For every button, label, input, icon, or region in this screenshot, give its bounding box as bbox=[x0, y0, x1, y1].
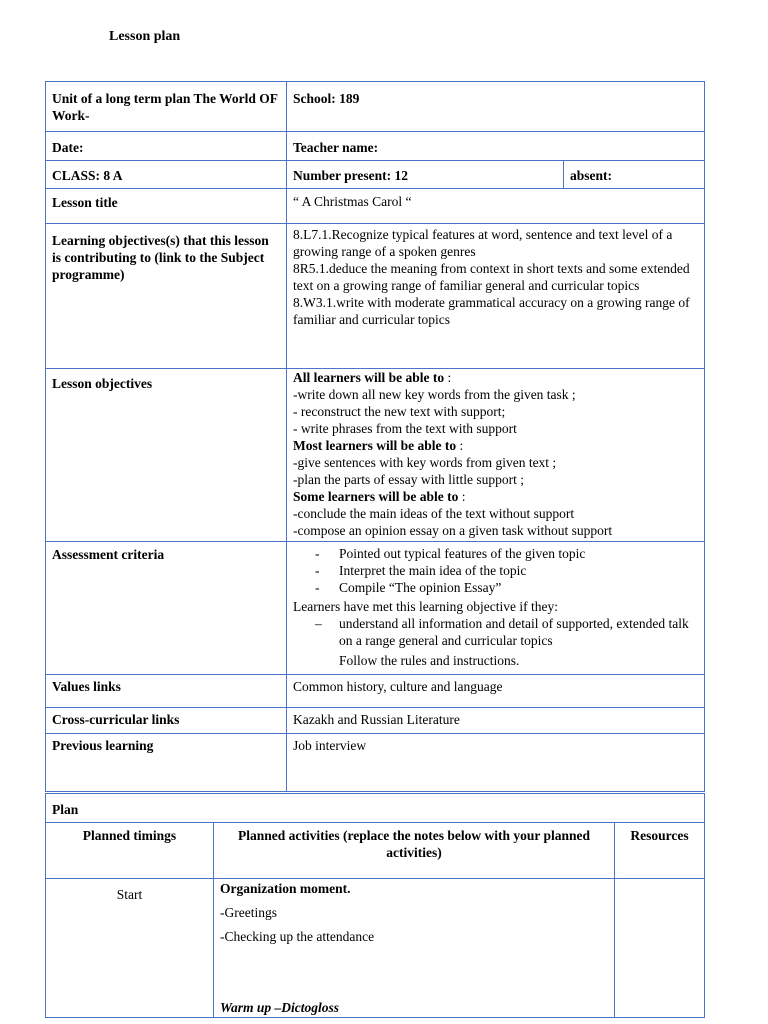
lesson-title-value: “ A Christmas Carol “ bbox=[287, 189, 705, 224]
learning-objective-item: 8.W3.1.write with moderate grammatical accuracy on a growing range of familiar and curricular topics bbox=[293, 295, 690, 327]
number-present: Number present: 12 bbox=[287, 161, 564, 189]
table-row bbox=[46, 542, 705, 675]
list-item: - Compile “The opinion Essay” bbox=[293, 579, 698, 596]
absent-label: absent: bbox=[564, 161, 705, 189]
organization-heading: Organization moment. bbox=[220, 881, 351, 896]
objective-item: -give sentences with key words from given text ; bbox=[293, 455, 557, 470]
table-row bbox=[46, 161, 705, 189]
values-links-label: Values links bbox=[46, 675, 287, 708]
col-timings-header: Planned timings bbox=[46, 823, 214, 879]
met-list bbox=[293, 615, 698, 649]
table-row bbox=[46, 189, 705, 224]
lesson-objectives-label: Lesson objectives bbox=[46, 369, 287, 542]
cross-curricular-label: Cross-curricular links bbox=[46, 708, 287, 734]
assessment-list bbox=[293, 545, 698, 596]
table-row bbox=[46, 224, 705, 369]
learning-objective-item: 8.L7.1.Recognize typical features at word, sentence and text level of a growing range of a spoken genres bbox=[293, 227, 673, 259]
page-title: Lesson plan bbox=[109, 29, 181, 44]
most-learners-heading: Most learners will be able to bbox=[293, 438, 457, 453]
previous-learning-value: Job interview bbox=[287, 734, 705, 792]
some-learners-heading: Some learners will be able to bbox=[293, 489, 459, 504]
colon: : bbox=[456, 438, 464, 453]
table-row bbox=[46, 708, 705, 734]
col-activities-header: Planned activities (replace the notes below with your planned activities) bbox=[214, 823, 615, 879]
table-row bbox=[46, 734, 705, 792]
table-row bbox=[46, 675, 705, 708]
activity-item: -Checking up the attendance bbox=[220, 929, 375, 944]
objective-item: - write phrases from the text with support bbox=[293, 421, 517, 436]
plan-table bbox=[45, 793, 705, 1018]
lesson-info-table bbox=[45, 81, 705, 792]
class-label: CLASS: 8 A bbox=[46, 161, 287, 189]
lesson-objectives-value bbox=[287, 369, 705, 542]
list-item: - Interpret the main idea of the topic bbox=[293, 562, 698, 579]
learning-objectives-value bbox=[287, 224, 705, 369]
previous-learning-label: Previous learning bbox=[46, 734, 287, 792]
objective-item: - reconstruct the new text with support; bbox=[293, 404, 506, 419]
lesson-title-label: Lesson title bbox=[46, 189, 287, 224]
objective-item: -conclude the main ideas of the text without support bbox=[293, 506, 575, 521]
teacher-name-label: Teacher name: bbox=[287, 132, 705, 161]
activity-item: -Greetings bbox=[220, 905, 277, 920]
learning-objectives-label: Learning objectives(s) that this lesson is contributing to (link to the Subject programme) bbox=[46, 224, 287, 369]
table-row bbox=[46, 369, 705, 542]
assessment-intro: Learners have met this learning objective if they: bbox=[293, 599, 559, 614]
objective-item: -plan the parts of essay with little support ; bbox=[293, 472, 524, 487]
objective-item: -compose an opinion essay on a given task without support bbox=[293, 523, 613, 538]
list-item: - Pointed out typical features of the given topic bbox=[293, 545, 698, 562]
assessment-criteria-value bbox=[287, 542, 705, 675]
col-resources-header: Resources bbox=[615, 823, 705, 879]
all-learners-heading: All learners will be able to bbox=[293, 370, 445, 385]
table-row bbox=[46, 794, 705, 823]
colon: : bbox=[444, 370, 452, 385]
objective-item: -write down all new key words from the given task ; bbox=[293, 387, 576, 402]
colon: : bbox=[458, 489, 466, 504]
table-row bbox=[46, 823, 705, 879]
learning-objective-item: 8R5.1.deduce the meaning from context in short texts and some extended text on a growing range of familiar general and curricular topics bbox=[293, 261, 690, 293]
school-value: School: 189 bbox=[287, 82, 705, 132]
table-row bbox=[46, 879, 705, 1018]
table-row bbox=[46, 82, 705, 132]
date-label: Date: bbox=[46, 132, 287, 161]
table-row bbox=[46, 132, 705, 161]
warmup-heading: Warm up –Dictogloss bbox=[220, 1000, 340, 1015]
list-item: – understand all information and detail of supported, extended talk on a range general and curricular topics bbox=[293, 615, 698, 649]
start-activities bbox=[214, 879, 615, 1018]
assessment-criteria-label: Assessment criteria bbox=[46, 542, 287, 675]
follow-rules: Follow the rules and instructions. bbox=[339, 653, 520, 668]
start-timing: Start bbox=[46, 879, 214, 1018]
cross-curricular-value: Kazakh and Russian Literature bbox=[287, 708, 705, 734]
values-links-value: Common history, culture and language bbox=[287, 675, 705, 708]
plan-heading: Plan bbox=[46, 794, 705, 823]
unit-label: Unit of a long term plan The World OF Work- bbox=[46, 82, 287, 132]
start-resources bbox=[615, 879, 705, 1018]
